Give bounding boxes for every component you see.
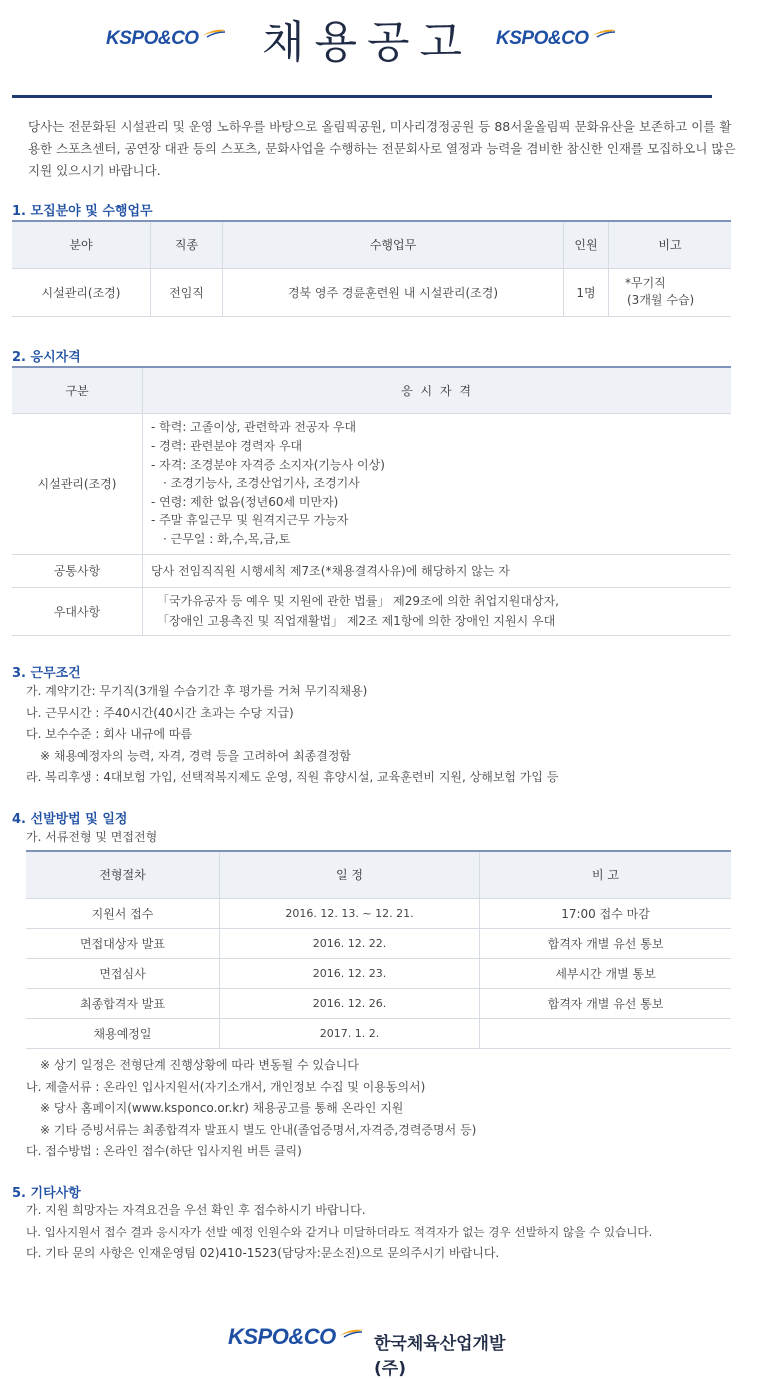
cell: 2016. 12. 22. [220, 928, 480, 958]
section1-heading: 1. 모집분야 및 수행업무 [12, 204, 153, 219]
condition-line: ※ 채용예정자의 능력, 자격, 경력 등을 고려하여 최종결정함 [40, 748, 352, 763]
cell: 면접심사 [26, 958, 220, 988]
col-header: 직종 [151, 221, 223, 268]
schedule-table [26, 850, 731, 1049]
note-line: ※ 상기 일정은 전형단계 진행상황에 따라 변동될 수 있습니다 [40, 1058, 359, 1072]
qualification-table [12, 366, 731, 636]
work-conditions [26, 681, 558, 789]
col-header: 구분 [12, 367, 143, 413]
qual-line: - 경력: 관련분야 경력자 우대 [151, 439, 303, 454]
section2-heading: 2. 응시자격 [12, 350, 81, 365]
section3-heading: 3. 근무조건 [12, 666, 81, 681]
table-row [12, 587, 731, 635]
pref-line: 「장애인 고용촉진 및 직업재활법」 제2조 제1항에 의한 장애인 지원시 우대 [157, 614, 556, 628]
col-header: 비 고 [480, 851, 732, 898]
col-header: 분야 [12, 221, 151, 268]
swoosh-icon [338, 1328, 364, 1338]
qualification-list [143, 413, 732, 554]
cell [480, 1018, 732, 1048]
misc-line: 가. 지원 희망자는 자격요건을 우선 확인 후 접수하시기 바랍니다. [26, 1203, 366, 1217]
cell: 2016. 12. 26. [220, 988, 480, 1018]
swoosh-icon [201, 28, 227, 38]
header [0, 0, 764, 90]
cell: 17:00 접수 마감 [480, 898, 732, 928]
col-header: 수행업무 [223, 221, 564, 268]
swoosh-icon [591, 28, 617, 38]
col-header: 응 시 자 격 [143, 367, 732, 413]
cell: 합격자 개별 유선 통보 [480, 988, 732, 1018]
table-header-row [12, 367, 731, 413]
kspo-logo-footer [228, 1324, 364, 1350]
cell: 면접대상자 발표 [26, 928, 220, 958]
kspo-logo-left [106, 28, 227, 50]
qual-line: - 자격: 조경분야 자격증 소지자(기능사 이상) [151, 457, 385, 472]
condition-line: 가. 계약기간: 무기직(3개월 수습기간 후 평가를 거쳐 무기직채용) [26, 684, 368, 698]
table-header-row [26, 851, 731, 898]
header-divider [12, 95, 712, 98]
col-header: 전형절차 [26, 851, 220, 898]
cell: 최종합격자 발표 [26, 988, 220, 1018]
note-line: ※ 당사 홈페이지(www.ksponco.or.kr) 채용공고를 통해 온라인 지원 [40, 1101, 404, 1115]
col-header: 일 정 [220, 851, 480, 898]
cell: 전임직 [151, 268, 223, 316]
pref-line: 「국가유공자 등 예우 및 지원에 관한 법률」 제29조에 의한 취업지원대상자, [157, 594, 559, 608]
condition-line: 나. 근무시간 : 주40시간(40시간 초과는 수당 지급) [26, 705, 294, 720]
table-row [26, 898, 731, 928]
cell: 합격자 개별 유선 통보 [480, 928, 732, 958]
logo-text: KSPO&CO [228, 1324, 336, 1349]
recruitment-table [12, 220, 731, 317]
intro-paragraph: 당사는 전문화된 시설관리 및 운영 노하우를 바탕으로 올림픽공원, 미사리경정공원 등 88서울올림픽 문화유산을 보존하고 이를 활용한 스포츠센터, 공연장 대관 등의 스포츠, 문화사업을 수행하는 전문회사로 열정과 능력을 겸비한 참신한 인재를 모집하오니 많은 지원 있으시기 바랍니다. [28, 119, 736, 178]
table-row [26, 988, 731, 1018]
misc-line: 다. 기타 문의 사항은 인재운영팀 02)410-1523(담당자:문소진)으로 문의주시기 바랍니다. [26, 1246, 500, 1260]
footer [228, 1322, 528, 1379]
cell: 경북 영주 경륜훈련원 내 시설관리(조경) [223, 268, 564, 316]
row-label: 시설관리(조경) [12, 413, 143, 554]
page-title: 채용공고 [262, 17, 473, 68]
company-name: 한국체육산업개발(주) [374, 1334, 506, 1379]
logo-text: KSPO&CO [106, 28, 199, 49]
table-row [12, 554, 731, 587]
row-label: 우대사항 [12, 587, 143, 635]
qual-line: - 연령: 제한 없음(정년60세 미만자) [151, 494, 339, 509]
cell: 1명 [564, 268, 609, 316]
table-header-row [12, 221, 731, 268]
note-line: *무기직 [625, 276, 666, 290]
col-header: 인원 [564, 221, 609, 268]
kspo-logo-right [496, 28, 617, 50]
table-row [26, 958, 731, 988]
section5-heading: 5. 기타사항 [12, 1186, 81, 1201]
note-line: 다. 접수방법 : 온라인 접수(하단 입사지원 버튼 클릭) [26, 1144, 302, 1158]
cell: 2017. 1. 2. [220, 1018, 480, 1048]
misc-line: 나. 입사지원서 접수 결과 응시자가 선발 예정 인원수와 같거나 미달하더라도 적격자가 없는 경우 선발하지 않을 수 있습니다. [26, 1224, 653, 1239]
note-line: ※ 기타 증빙서류는 최종합격자 발표시 별도 안내(졸업증명서,자격증,경력증명서 등) [40, 1122, 477, 1137]
qual-line: · 근무일 : 화,수,목,금,토 [163, 531, 291, 546]
table-row [12, 413, 731, 554]
cell: 세부시간 개별 통보 [480, 958, 732, 988]
row-label: 공통사항 [12, 554, 143, 587]
table-row [26, 1018, 731, 1048]
condition-line: 다. 보수수준 : 회사 내규에 따름 [26, 727, 193, 741]
qual-line: · 조경기능사, 조경산업기사, 조경기사 [163, 476, 360, 491]
col-header: 비고 [609, 221, 732, 268]
note-line: (3개월 수습) [627, 293, 695, 307]
table-row [26, 928, 731, 958]
cell: 당사 전임직직원 시행세칙 제7조(*채용결격사유)에 해당하지 않는 자 [143, 554, 732, 587]
table-row [12, 268, 731, 316]
qual-line: - 주말 휴일근무 및 원격지근무 가능자 [151, 513, 349, 528]
section4-heading: 4. 선발방법 및 일정 [12, 812, 128, 827]
section4-notes [26, 1055, 476, 1163]
cell: 2016. 12. 13. ~ 12. 21. [220, 898, 480, 928]
qual-line: - 학력: 고졸이상, 관련학과 전공자 우대 [151, 420, 357, 435]
cell: 2016. 12. 23. [220, 958, 480, 988]
misc-notes [26, 1200, 652, 1265]
cell: 시설관리(조경) [12, 268, 151, 316]
note-line: 나. 제출서류 : 온라인 입사지원서(자기소개서, 개인정보 수집 및 이용동의서) [26, 1079, 426, 1094]
cell: 채용예정일 [26, 1018, 220, 1048]
section4-sub: 가. 서류전형 및 면접전형 [26, 830, 158, 844]
cell: 지원서 접수 [26, 898, 220, 928]
condition-line: 라. 복리후생 : 4대보험 가입, 선택적복지제도 운영, 직원 휴양시설, 교육훈련비 지원, 상해보험 가입 등 [26, 770, 559, 784]
logo-text: KSPO&CO [496, 28, 589, 49]
cell-note [609, 268, 732, 316]
cell [143, 587, 732, 635]
